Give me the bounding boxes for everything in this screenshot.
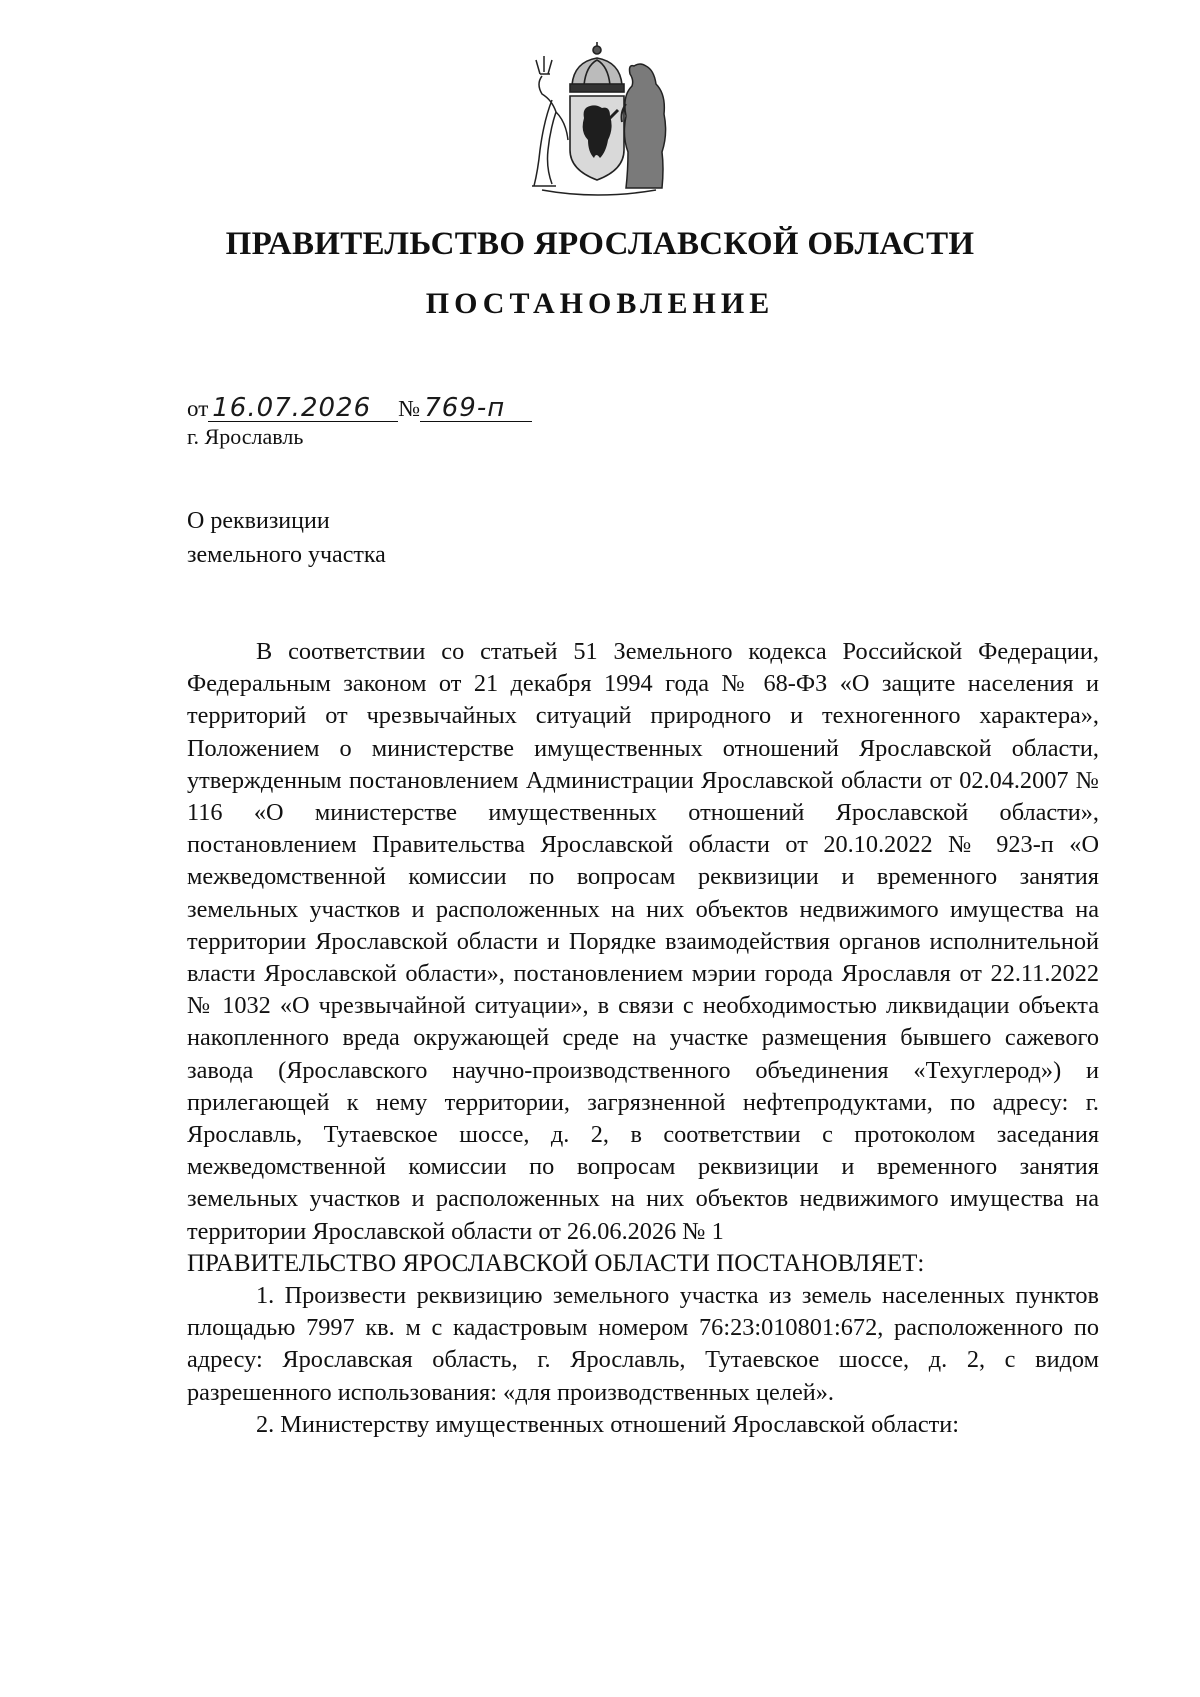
number-prefix: № bbox=[398, 396, 421, 421]
subject-line-1: О реквизиции bbox=[187, 508, 330, 534]
item-2-paragraph: 2. Министерству имущественных отношений Ярославской области: bbox=[256, 1410, 960, 1438]
deer-supporter-icon bbox=[532, 56, 568, 186]
bear-supporter-icon bbox=[622, 64, 666, 188]
item-1-paragraph: 1. Произвести реквизицию земельного участка из земель населенных пунктов площадью 7997 кв. м с кадастровым номером 76:23:010801:672, расположенного по адресу: Ярославская область, г. Ярославль, Тутаевское шоссе, д. 2, с видом разрешенного использования: «для производственных целей». bbox=[187, 1282, 1099, 1406]
ground-line bbox=[542, 190, 656, 195]
number-field bbox=[420, 389, 532, 422]
document-body bbox=[187, 636, 1099, 1441]
crown-icon bbox=[570, 42, 624, 92]
date-value: 16.07.2026 bbox=[212, 393, 372, 423]
decree-line: ПРАВИТЕЛЬСТВО ЯРОСЛАВСКОЙ ОБЛАСТИ ПОСТАНОВЛЯЕТ: bbox=[187, 1249, 925, 1277]
city: г. Ярославль bbox=[187, 424, 304, 449]
date-prefix: от bbox=[187, 396, 209, 421]
preamble-paragraph: В соответствии со статьей 51 Земельного кодекса Российской Федерации, Федеральным законом от 21 декабря 1994 года № 68-ФЗ «О защите населения и территорий от чрезвычайных ситуаций природного и техногенного характера», Положением о министерстве имущественных отношений Ярославской области, утвержденным постановлением Администрации Ярославской области от 02.04.2007 № 116 «О министерстве имущественных отношений Ярославской области», постановлением Правительства Ярославской области от 20.10.2022 № 923-п «О межведомственной комиссии по вопросам реквизиции и временного занятия земельных участков и расположенных на них объектов недвижимого имущества на территории Ярославской области и Порядке взаимодействия органов исполнительной власти Ярославской области», постановлением мэрии города Ярославля от 22.11.2022 № 1032 «О чрезвычайной ситуации», в связи с необходимостью ликвидации объекта накопленного вреда окружающей среде на участке размещения бывшего сажевого завода (Ярославского научно-производственного объединения «Техуглерод») и прилегающей к нему территории, загрязненной нефтепродуктами, по адресу: г. Ярославль, Тутаевское шоссе, д. 2, в соответствии с протоколом заседания межведомственной комиссии по вопросам реквизиции и временного занятия земельных участков и расположенных на них объектов недвижимого имущества на территории Ярославской области от 26.06.2026 № 1 bbox=[187, 638, 1099, 1245]
document-subject bbox=[187, 504, 386, 572]
organization-title: ПРАВИТЕЛЬСТВО ЯРОСЛАВСКОЙ ОБЛАСТИ bbox=[225, 226, 975, 262]
subject-line-2: земельного участка bbox=[187, 542, 386, 568]
coat-of-arms-icon bbox=[522, 40, 672, 205]
document-type: ПОСТАНОВЛЕНИЕ bbox=[425, 287, 775, 320]
document-meta bbox=[187, 388, 607, 450]
date-field bbox=[208, 389, 398, 422]
number-value: 769-п bbox=[424, 393, 506, 423]
date-number-line bbox=[187, 388, 607, 422]
